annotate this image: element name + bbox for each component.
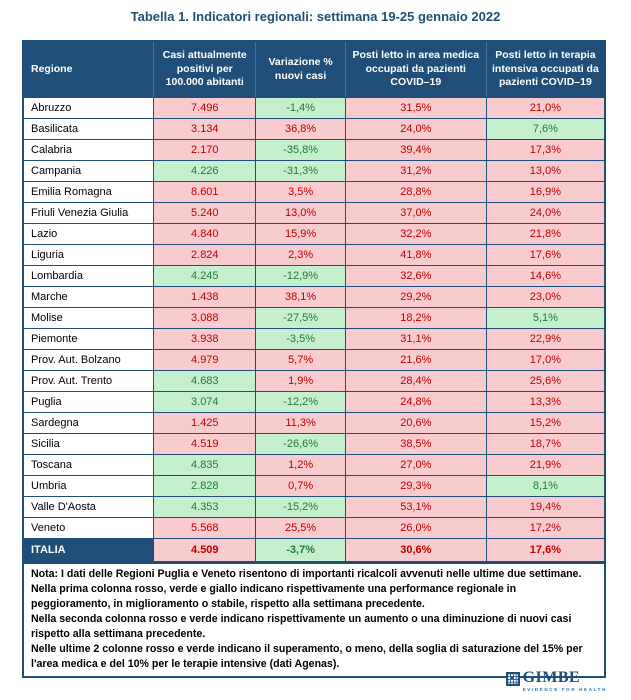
value-cell: 2.170 (153, 140, 255, 160)
region-name-cell: Sardegna (24, 413, 153, 433)
table-body (24, 97, 604, 561)
value-cell: 16,9% (486, 182, 604, 202)
value-cell: 1,2% (255, 455, 344, 475)
value-cell: 36,8% (255, 119, 344, 139)
value-cell: -1,4% (255, 98, 344, 118)
region-name-cell: Prov. Aut. Trento (24, 371, 153, 391)
value-cell: 5,1% (486, 308, 604, 328)
region-name-cell: Friuli Venezia Giulia (24, 203, 153, 223)
table-row (24, 328, 604, 349)
value-cell: 41,8% (345, 245, 486, 265)
region-name-cell: Marche (24, 287, 153, 307)
value-cell: 22,9% (486, 329, 604, 349)
value-cell: 0,7% (255, 476, 344, 496)
value-cell: 24,0% (486, 203, 604, 223)
value-cell: 4.840 (153, 224, 255, 244)
value-cell: 7,6% (486, 119, 604, 139)
value-cell: 4.979 (153, 350, 255, 370)
value-cell: 38,1% (255, 287, 344, 307)
value-cell: 29,2% (345, 287, 486, 307)
table-row (24, 286, 604, 307)
value-cell: 27,0% (345, 455, 486, 475)
value-cell: 28,8% (345, 182, 486, 202)
value-cell: -12,9% (255, 266, 344, 286)
value-cell: 15,9% (255, 224, 344, 244)
value-cell: 4.245 (153, 266, 255, 286)
table-row (24, 496, 604, 517)
value-cell: 1.425 (153, 413, 255, 433)
column-header-regione: Regione (31, 62, 73, 75)
table-row (24, 265, 604, 286)
value-cell: 5.240 (153, 203, 255, 223)
table-row (24, 181, 604, 202)
table-row (24, 118, 604, 139)
region-name-cell: Umbria (24, 476, 153, 496)
value-cell: 14,6% (486, 266, 604, 286)
region-name-cell: Toscana (24, 455, 153, 475)
table-row (24, 412, 604, 433)
value-cell: 26,0% (345, 518, 486, 538)
gimbe-logo-tagline: EVIDENCE FOR HEALTH (522, 687, 607, 692)
value-cell: 7.496 (153, 98, 255, 118)
region-name-cell: Calabria (24, 140, 153, 160)
value-cell: 53,1% (345, 497, 486, 517)
value-cell: 1.438 (153, 287, 255, 307)
table-row (24, 97, 604, 118)
value-cell: 25,5% (255, 518, 344, 538)
value-cell: 5.568 (153, 518, 255, 538)
value-cell: 17,3% (486, 140, 604, 160)
value-cell: 1,9% (255, 371, 344, 391)
footnote-line: Nelle ultime 2 colonne rosso e verde indicano il superamento, o meno, della soglia di saturazione del 15% per l'area medica e del 10% per le terapie intensive (dati Agenas). (31, 643, 583, 671)
value-cell: 32,6% (345, 266, 486, 286)
value-cell: 24,8% (345, 392, 486, 412)
value-cell: 24,0% (345, 119, 486, 139)
gimbe-grid-icon (506, 672, 520, 686)
value-cell: 2.828 (153, 476, 255, 496)
value-cell: 13,3% (486, 392, 604, 412)
table-row (24, 454, 604, 475)
table-header-row (24, 42, 604, 97)
footnote-line: Nella seconda colonna rosso e verde indicano rispettivamente un aumento o una diminuzione di nuovi casi rispetto alla settimana precedente. (31, 613, 572, 641)
footnote-box (22, 562, 606, 678)
value-cell: 31,5% (345, 98, 486, 118)
value-cell: 21,6% (345, 350, 486, 370)
value-cell: 4.509 (153, 539, 255, 561)
value-cell: 2,3% (255, 245, 344, 265)
value-cell: 20,6% (345, 413, 486, 433)
value-cell: -35,8% (255, 140, 344, 160)
value-cell: 21,9% (486, 455, 604, 475)
region-name-cell: Emilia Romagna (24, 182, 153, 202)
value-cell: 13,0% (486, 161, 604, 181)
column-header-terapia-intensiva: Posti letto in terapia intensiva occupati da pazienti COVID–19 (486, 42, 604, 97)
value-cell: 4.226 (153, 161, 255, 181)
region-name-cell: Veneto (24, 518, 153, 538)
value-cell: 2.824 (153, 245, 255, 265)
footnote-line: Nota: I dati delle Regioni Puglia e Veneto risentono di importanti ricalcoli avvenuti nelle ultime due settimane. (31, 568, 582, 580)
value-cell: 32,2% (345, 224, 486, 244)
value-cell: 4.835 (153, 455, 255, 475)
value-cell: 30,6% (345, 539, 486, 561)
column-header-casi-positivi: Casi attualmente positivi per 100.000 abitanti (153, 42, 255, 97)
column-header-variazione: Variazione % nuovi casi (255, 42, 344, 97)
value-cell: 21,0% (486, 98, 604, 118)
value-cell: 38,5% (345, 434, 486, 454)
column-header-area-medica: Posti letto in area medica occupati da pazienti COVID–19 (345, 42, 486, 97)
region-name-cell: Sicilia (24, 434, 153, 454)
region-name-cell: Puglia (24, 392, 153, 412)
value-cell: -31,3% (255, 161, 344, 181)
value-cell: 3.134 (153, 119, 255, 139)
value-cell: 3.938 (153, 329, 255, 349)
value-cell: 29,3% (345, 476, 486, 496)
value-cell: 3,5% (255, 182, 344, 202)
region-name-cell: Prov. Aut. Bolzano (24, 350, 153, 370)
value-cell: 19,4% (486, 497, 604, 517)
table-row (24, 139, 604, 160)
region-name-cell: ITALIA (24, 539, 153, 561)
value-cell: -15,2% (255, 497, 344, 517)
region-name-cell: Lazio (24, 224, 153, 244)
region-name-cell: Campania (24, 161, 153, 181)
value-cell: -3,5% (255, 329, 344, 349)
region-name-cell: Valle D'Aosta (24, 497, 153, 517)
value-cell: 37,0% (345, 203, 486, 223)
footnote-line: Nella prima colonna rosso, verde e giallo indicano rispettivamente una performance regionale in peggioramento, in miglioramento o stabile, rispetto alla settimana precedente. (31, 583, 517, 611)
region-name-cell: Basilicata (24, 119, 153, 139)
value-cell: -26,6% (255, 434, 344, 454)
table-row (24, 517, 604, 538)
region-name-cell: Piemonte (24, 329, 153, 349)
page-title: Tabella 1. Indicatori regionali: settimana 19-25 gennaio 2022 (130, 9, 501, 24)
value-cell: 17,0% (486, 350, 604, 370)
value-cell: 5,7% (255, 350, 344, 370)
value-cell: 13,0% (255, 203, 344, 223)
table-row (24, 202, 604, 223)
value-cell: -3,7% (255, 539, 344, 561)
value-cell: 31,1% (345, 329, 486, 349)
value-cell: 28,4% (345, 371, 486, 391)
region-name-cell: Liguria (24, 245, 153, 265)
table-row (24, 307, 604, 328)
gimbe-logo-name: GIMBE (522, 669, 581, 686)
table-row (24, 160, 604, 181)
value-cell: 4.519 (153, 434, 255, 454)
value-cell: 17,2% (486, 518, 604, 538)
value-cell: -12,2% (255, 392, 344, 412)
value-cell: 17,6% (486, 539, 604, 561)
value-cell: 21,8% (486, 224, 604, 244)
table-row (24, 391, 604, 412)
value-cell: -27,5% (255, 308, 344, 328)
value-cell: 25,6% (486, 371, 604, 391)
value-cell: 31,2% (345, 161, 486, 181)
value-cell: 3.088 (153, 308, 255, 328)
table-row (24, 475, 604, 496)
region-name-cell: Lombardia (24, 266, 153, 286)
value-cell: 11,3% (255, 413, 344, 433)
value-cell: 18,2% (345, 308, 486, 328)
table-row-italia-total (24, 538, 604, 561)
table-row (24, 349, 604, 370)
value-cell: 4.683 (153, 371, 255, 391)
value-cell: 15,2% (486, 413, 604, 433)
value-cell: 8,1% (486, 476, 604, 496)
value-cell: 18,7% (486, 434, 604, 454)
table-row (24, 223, 604, 244)
value-cell: 3.074 (153, 392, 255, 412)
indicators-table (22, 40, 606, 563)
gimbe-logo-text (523, 671, 607, 692)
value-cell: 39,4% (345, 140, 486, 160)
table-row (24, 370, 604, 391)
table-row (24, 244, 604, 265)
region-name-cell: Molise (24, 308, 153, 328)
table-row (24, 433, 604, 454)
region-name-cell: Abruzzo (24, 98, 153, 118)
value-cell: 4.353 (153, 497, 255, 517)
value-cell: 17,6% (486, 245, 604, 265)
value-cell: 8.601 (153, 182, 255, 202)
gimbe-logo (506, 671, 607, 692)
value-cell: 23,0% (486, 287, 604, 307)
